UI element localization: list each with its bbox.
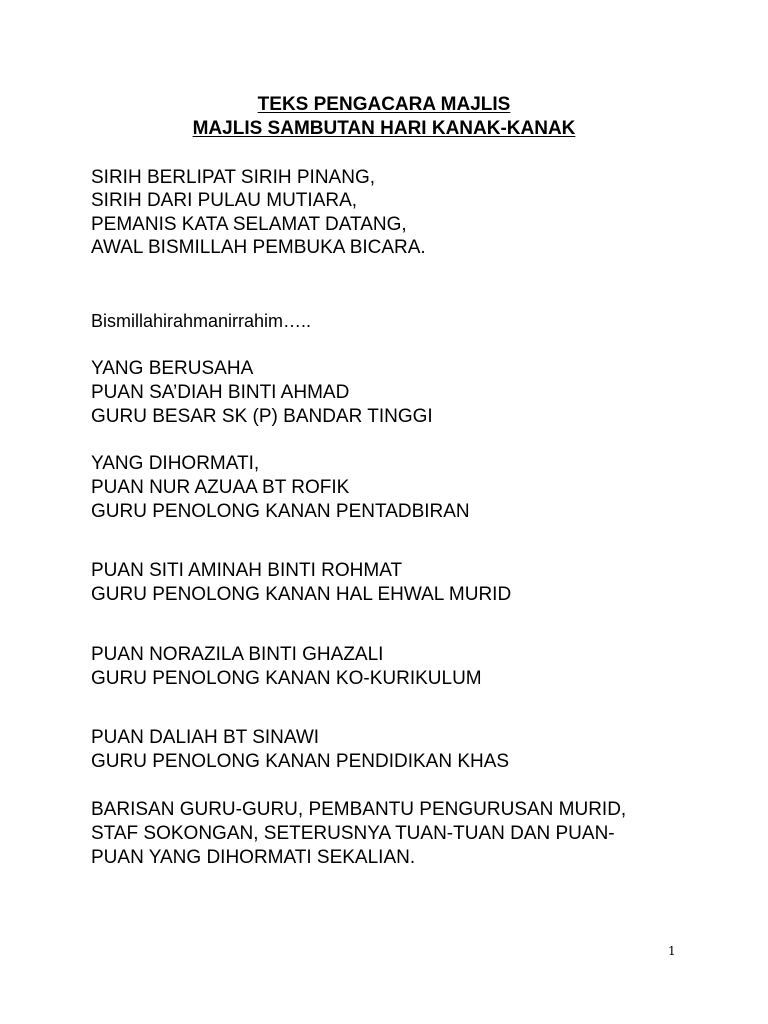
closing-line: STAF SOKONGAN, SETERUSNYA TUAN-TUAN DAN PUAN-: [91, 823, 615, 844]
page-number: 1: [668, 944, 676, 958]
title-text-2: MAJLIS SAMBUTAN HARI KANAK-KANAK: [192, 118, 576, 139]
pantun-line: SIRIH BERLIPAT SIRIH PINANG,: [91, 167, 376, 188]
greeting-line: YANG DIHORMATI,: [91, 453, 260, 474]
title-line-2: [0, 118, 768, 140]
title-text-1: TEKS PENGACARA MAJLIS: [257, 94, 511, 115]
closing-line: BARISAN GURU-GURU, PEMBANTU PENGURUSAN MURID,: [91, 799, 627, 820]
pantun-line: SIRIH DARI PULAU MUTIARA,: [91, 190, 358, 211]
greeting-line: PUAN DALIAH BT SINAWI: [91, 727, 320, 748]
greeting-line: GURU PENOLONG KANAN KO-KURIKULUM: [91, 668, 482, 689]
greeting-line: PUAN NUR AZUAA BT ROFIK: [91, 477, 350, 498]
opening-line: Bismillahirahmanirrahim…..: [91, 311, 312, 331]
pantun-line: AWAL BISMILLAH PEMBUKA BICARA.: [91, 237, 426, 258]
greeting-line: GURU PENOLONG KANAN PENTADBIRAN: [91, 501, 470, 522]
greeting-line: GURU PENOLONG KANAN HAL EHWAL MURID: [91, 584, 512, 605]
title-line-1: [0, 94, 768, 116]
greeting-line: PUAN SITI AMINAH BINTI ROHMAT: [91, 560, 403, 581]
greeting-line: PUAN NORAZILA BINTI GHAZALI: [91, 644, 384, 665]
greeting-line: YANG BERUSAHA: [91, 358, 254, 379]
greeting-line: GURU PENOLONG KANAN PENDIDIKAN KHAS: [91, 751, 510, 772]
greeting-line: PUAN SA’DIAH BINTI AHMAD: [91, 382, 350, 403]
closing-line: PUAN YANG DIHORMATI SEKALIAN.: [91, 847, 416, 868]
greeting-line: GURU BESAR SK (P) BANDAR TINGGI: [91, 406, 433, 427]
pantun-line: PEMANIS KATA SELAMAT DATANG,: [91, 214, 407, 235]
